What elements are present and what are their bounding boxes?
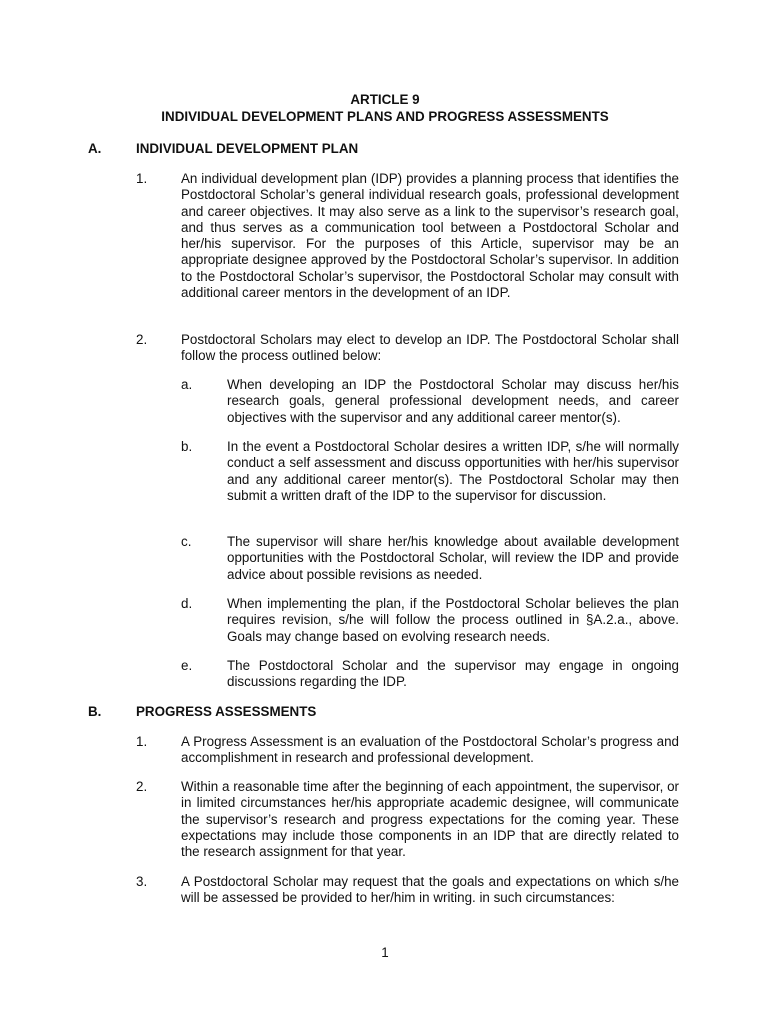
section-b-item-1-number: 1. bbox=[136, 734, 148, 749]
subitem-e-letter: e. bbox=[181, 658, 193, 673]
article-title: INDIVIDUAL DEVELOPMENT PLANS AND PROGRESS ASSESSMENTS bbox=[161, 109, 609, 124]
section-b-item-3-number: 3. bbox=[136, 874, 148, 889]
section-a-item-1-number: 1. bbox=[136, 171, 148, 186]
section-b-item-2-text: Within a reasonable time after the beginning of each appointment, the supervisor, or in limited circumstances her/his appropriate academic designee, will communicate the supervisor’s research and progress expectations for the coming year. These expectations may include those components in an IDP that are directly related to the research assignment for that year. bbox=[181, 779, 679, 860]
section-a-item-2-text: Postdoctoral Scholars may elect to develop an IDP. The Postdoctoral Scholar shall follow the process outlined below: bbox=[181, 332, 679, 364]
subitem-d-text: When implementing the plan, if the Postdoctoral Scholar believes the plan requires revision, s/he will follow the process outlined in §A.2.a., above. Goals may change based on evolving research needs. bbox=[227, 596, 679, 644]
section-a-letter: A. bbox=[88, 141, 102, 156]
section-b-item-2-number: 2. bbox=[136, 779, 148, 794]
section-a-item-2-number: 2. bbox=[136, 332, 148, 347]
section-b-letter: B. bbox=[88, 704, 102, 719]
subitem-d-letter: d. bbox=[181, 596, 193, 611]
page-number: 1 bbox=[381, 945, 389, 960]
section-b-item-3-text: A Postdoctoral Scholar may request that the goals and expectations on which s/he will be assessed be provided to her/him in writing. in such circumstances: bbox=[181, 874, 679, 906]
subitem-c-text: The supervisor will share her/his knowledge about available development opportunities with the Postdoctoral Scholar, will review the IDP and provide advice about possible revisions as needed. bbox=[227, 534, 679, 582]
article-number: ARTICLE 9 bbox=[350, 92, 420, 107]
section-a-item-1-text: An individual development plan (IDP) provides a planning process that identifies the Postdoctoral Scholar’s general individual research goals, professional development and career objectives. It may also serve as a link to the supervisor’s research goal, and thus serves as a communication tool between a Postdoctoral Scholar and her/his supervisor. For the purposes of this Article, supervisor may be an appropriate designee approved by the Postdoctoral Scholar’s supervisor. In addition to the Postdoctoral Scholar’s supervisor, the Postdoctoral Scholar may consult with additional career mentors in the development of an IDP. bbox=[181, 171, 679, 301]
subitem-b-letter: b. bbox=[181, 439, 193, 454]
subitem-a-text: When developing an IDP the Postdoctoral Scholar may discuss her/his research goals, general professional development needs, and career objectives with the supervisor and any additional career mentor(s). bbox=[227, 377, 679, 425]
subitem-e-text: The Postdoctoral Scholar and the supervisor may engage in ongoing discussions regarding the IDP. bbox=[227, 658, 679, 690]
subitem-b-text: In the event a Postdoctoral Scholar desires a written IDP, s/he will normally conduct a self assessment and discuss opportunities with her/his supervisor and any additional career mentor(s). The Postdoctoral Scholar may then submit a written draft of the IDP to the supervisor for discussion. bbox=[227, 439, 679, 503]
section-a-title: INDIVIDUAL DEVELOPMENT PLAN bbox=[136, 141, 359, 156]
subitem-c-letter: c. bbox=[181, 534, 192, 549]
subitem-a-letter: a. bbox=[181, 377, 193, 392]
section-b-item-1-text: A Progress Assessment is an evaluation of the Postdoctoral Scholar’s progress and accomplishment in research and professional development. bbox=[181, 734, 679, 766]
section-b-title: PROGRESS ASSESSMENTS bbox=[136, 704, 317, 719]
